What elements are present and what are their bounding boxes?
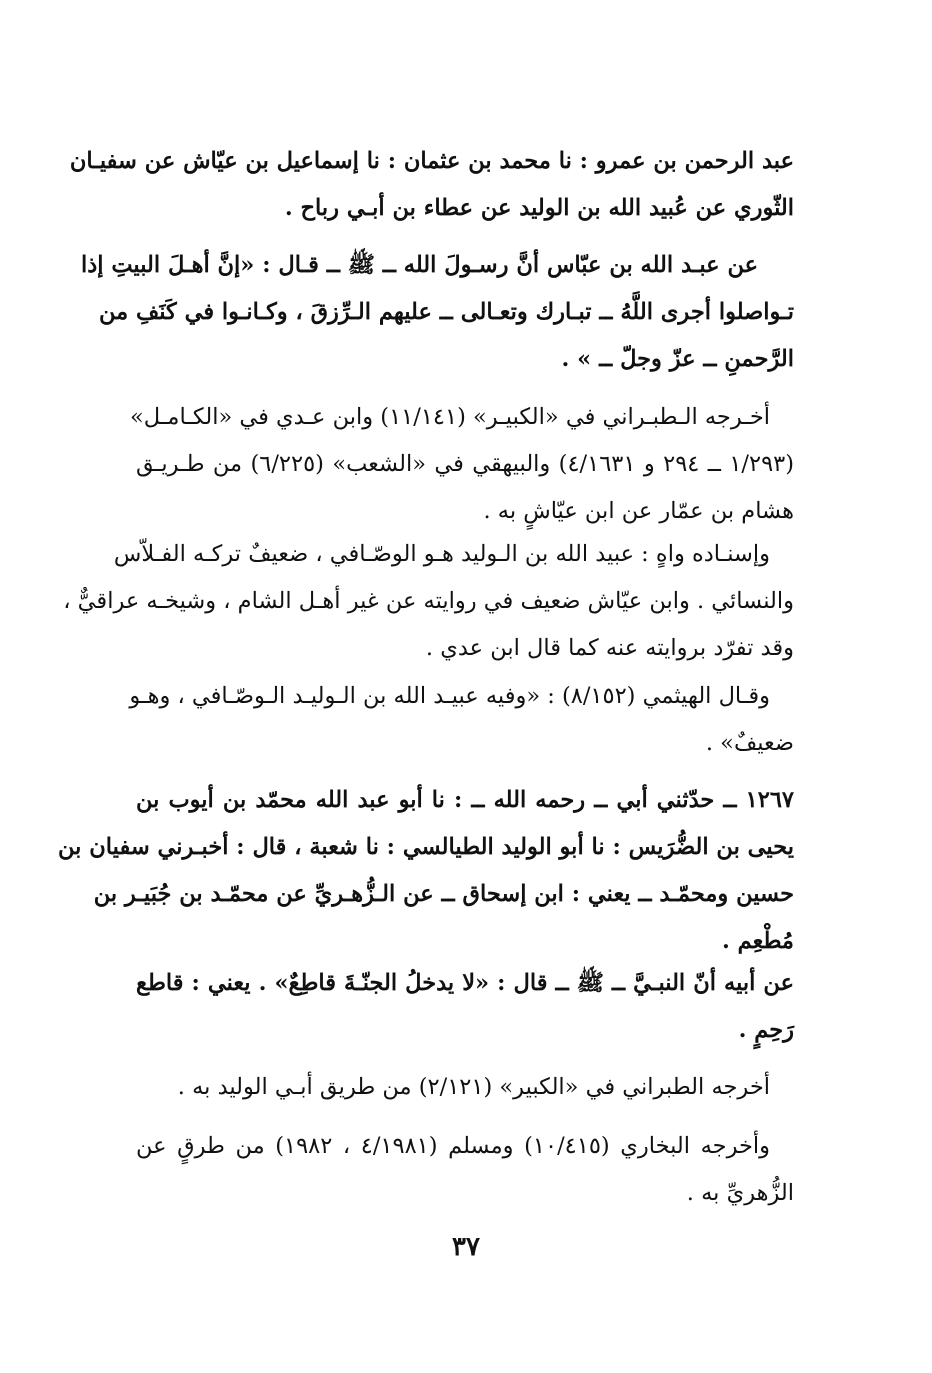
- hadith-1267-text-paragraph: [136, 960, 794, 1054]
- text-line: الزُّهريِّ به .: [686, 1180, 794, 1206]
- text-line: وقد تفرّد بروايته عنه كما قال ابن عدي .: [425, 635, 794, 661]
- text-line: حسين ومحمّـد ــ يعني : ابن إسحاق ــ عن الـزُّهـريِّ عن محمّـد بن جُبَيـر بن: [93, 881, 794, 907]
- text-line: عبد الرحمن بن عمرو : نا محمد بن عثمان : نا إسماعيل بن عيّاش عن سفيـان: [69, 148, 794, 174]
- text-line: (١/٢٩٣ ــ ٢٩٤ و ٤/١٦٣١) والبيهقي في «الشعب» (٦/٢٢٥) من طـريـق: [136, 451, 795, 477]
- text-line: وأخرجه البخاري (١٠/٤١٥) ومسلم (٤/١٩٨١ ، ١٩٨٢) من طرقٍ عن: [136, 1133, 771, 1159]
- text-line: وإسنـاده واهٍ : عبيد الله بن الـوليد هـو الوصّـافي ، ضعيفٌ تركـه الفـلاّس: [113, 541, 770, 567]
- takhrij-bukhari-muslim-paragraph: [136, 1123, 794, 1217]
- text-line: والنسائي . وابن عيّاش ضعيف في روايته عن غير أهـل الشام ، وشيخـه عراقيٌّ ،: [63, 588, 794, 614]
- text-line: أخـرجه الـطبـراني في «الكبيـر» (١١/١٤١) وابن عـدي في «الكـامـل»: [130, 404, 770, 430]
- text-line: رَحِمٍ .: [738, 1017, 794, 1043]
- text-line: عن عبـد الله بن عبّاس أنَّ رسـولَ الله ــ ﷺ ــ قـال : «إنَّ أهـلَ البيتِ إذا: [80, 252, 758, 278]
- text-line: تـواصلوا أجرى اللَّهُ ــ تبـارك وتعـالى ــ عليهم الـرِّزقَ ، وكـانـوا في كَنَفِ من: [98, 299, 794, 325]
- text-line: هشام بن عمّار عن ابن عيّاشٍ به .: [483, 498, 794, 524]
- takhrij-note-paragraph: [130, 394, 795, 535]
- text-line: مُطْعِم .: [721, 928, 794, 954]
- text-line: الرَّحمنِ ــ عزّ وجلّ ــ » .: [561, 346, 794, 372]
- isnad-grading-paragraph: [63, 531, 794, 672]
- text-line: عن أبيه أنّ النبـيَّ ــ ﷺ ــ قال : «لا يدخلُ الجنّـةَ قاطِعٌ» . يعني : قاطع: [136, 970, 794, 996]
- text-line: ١٢٦٧ ــ حدّثني أبي ــ رحمه الله ــ : نا أبو عبد الله محمّد بن أيوب بن: [136, 787, 794, 813]
- page-number: ٣٧: [452, 1232, 480, 1262]
- text-line: الثّوري عن عُبيد الله بن الوليد عن عطاء بن أبـي رباح .: [284, 195, 794, 221]
- hadith-text-paragraph: [80, 242, 794, 383]
- text-line: ضعيفٌ» .: [705, 730, 794, 756]
- haythami-quote-paragraph: [129, 673, 794, 767]
- text-line: أخرجه الطبراني في «الكبير» (٢/١٢١) من طريق أبـي الوليد به .: [177, 1074, 770, 1100]
- chain-of-narration-paragraph: [69, 138, 794, 232]
- text-line: وقـال الهيثمي (٨/١٥٢) : «وفيه عبيـد الله بن الـوليـد الـوصّـافي ، وهـو: [129, 683, 770, 709]
- text-line: يحيى بن الضُّرَيس : نا أبو الوليد الطيالسي : نا شعبة ، قال : أخبـرني سفيان بن: [58, 834, 794, 860]
- takhrij-tabarani-paragraph: [136, 1064, 794, 1111]
- hadith-1267-chain-paragraph: [58, 777, 794, 965]
